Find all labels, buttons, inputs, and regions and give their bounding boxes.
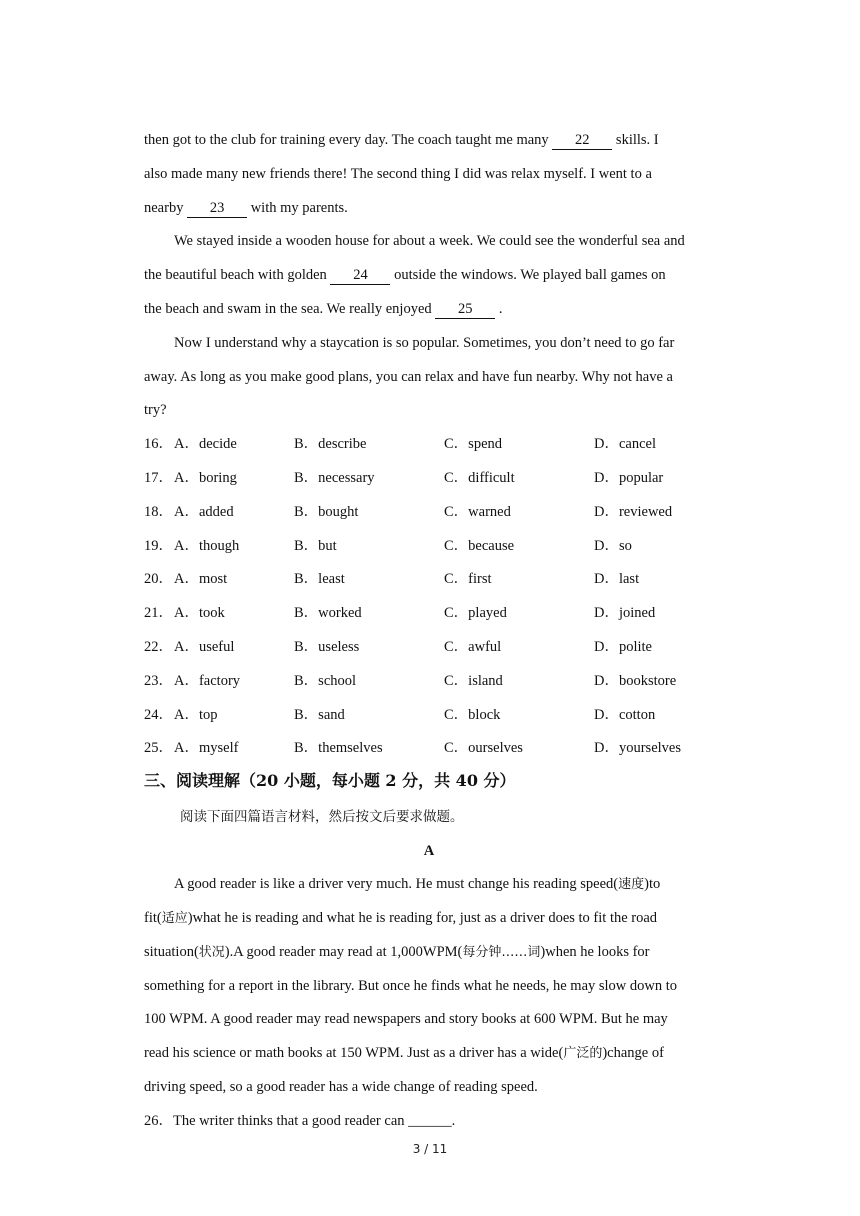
blank-24: 24 [330,266,390,285]
passage-text: )when he looks for [540,943,650,960]
option-c: C．spend [444,436,502,453]
option-b: B．themselves [294,740,383,757]
question-row [144,428,714,462]
option-d: D．cotton [594,706,656,723]
option-a: A．boring [174,469,237,486]
option-c: C．difficult [444,469,515,486]
option-a: A．added [174,503,234,520]
passage-a-line [144,902,714,936]
question-row [144,732,714,766]
option-b: B．sand [294,706,345,723]
passage-a-line [144,1037,714,1071]
passage-text: outside the windows. We played ball games on [390,267,666,284]
question-row [144,597,714,631]
question-number: 22． [144,638,173,655]
option-a: A．useful [174,638,235,655]
question-row [144,563,714,597]
question-row [144,462,714,496]
passage-text: nearby [144,199,188,216]
option-b: B．bought [294,503,359,520]
option-a: A．myself [174,740,239,757]
passage-line [144,259,714,293]
passage-text: away. As long as you make good plans, you can relax and have fun nearby. Why not have a [144,368,673,385]
passage-line [144,394,714,428]
passage-text: then got to the club for training every day. The coach taught me many [144,132,553,148]
question-number: 26． [144,1112,173,1129]
passage-line [144,225,714,259]
passage-text: situation( [144,943,199,960]
option-c: C．block [444,706,501,723]
option-c: C．awful [444,638,502,655]
passage-text: Now I understand why a staycation is so popular. Sometimes, you don’t need to go far [174,334,675,351]
passage-text: try? [144,402,167,419]
question-number: 19． [144,537,173,554]
question-number: 16． [144,436,173,453]
option-a: A．though [174,537,240,554]
passage-text: 100 WPM. A good reader may read newspapers and story books at 600 WPM. But he may [144,1011,668,1028]
option-c: C．because [444,537,515,554]
question-number: 20． [144,571,173,588]
question-row [144,530,714,564]
passage-line [144,361,714,395]
passage-text: driving speed, so a good reader has a wide change of reading speed. [144,1078,538,1095]
blank-22: 22 [552,131,612,150]
question-text: The writer thinks that a good reader can ______. [173,1112,456,1129]
blank-25: 25 [435,300,495,319]
chinese-gloss: 广泛的 [563,1046,603,1062]
option-c: C．island [444,672,503,689]
passage-text: )what he is reading and what he is reading for, just as a driver does to fit the road [187,909,658,926]
option-d: D．reviewed [594,503,673,520]
section-instruction: 阅读下面四篇语言材料，然后按文后要求做题。 [180,809,464,826]
option-c: C．warned [444,503,511,520]
passage-text: with my parents. [247,199,348,216]
passage-text: fit( [144,909,162,926]
option-b: B．worked [294,605,362,622]
passage-line [144,327,714,361]
chinese-gloss: 适应 [161,910,188,926]
section-heading: 三、阅读理解（20 小题，每小题 2 分，共 40 分） [144,771,516,791]
question-row [144,699,714,733]
question-row [144,496,714,530]
question-number: 21． [144,605,173,622]
option-d: D．joined [594,605,656,622]
option-a: A．decide [174,436,237,453]
passage-a-line [144,868,714,902]
passage-text: A good reader is like a driver very much. He must change his reading speed( [174,876,619,893]
option-b: B．school [294,672,357,689]
passage-text: We stayed inside a wooden house for about a week. We could see the wonderful sea and [174,233,685,250]
page-content [144,124,714,1139]
passage-line [144,158,714,192]
passage-a-line [144,1071,714,1105]
passage-line [144,293,714,327]
blank-23: 23 [187,199,247,218]
question-number: 17． [144,469,173,486]
option-a: A．took [174,605,225,622]
option-c: C．ourselves [444,740,523,757]
option-d: D．yourselves [594,740,681,757]
option-b: B．but [294,537,337,554]
question-number: 18． [144,503,173,520]
passage-text: also made many new friends there! The second thing I did was relax myself. I went to a [144,165,652,182]
passage-text: ).A good reader may read at 1,000WPM( [224,943,463,960]
option-a: A．most [174,571,228,588]
passage-text: the beautiful beach with golden [144,267,331,284]
passage-line [144,192,714,226]
passage-a-line [144,970,714,1004]
option-a: A．factory [174,672,241,689]
option-d: D．last [594,571,640,588]
passage-text: the beach and swam in the sea. We really enjoyed [144,300,436,317]
question-number: 24． [144,706,173,723]
option-b: B．useless [294,638,360,655]
passage-a-line [144,936,714,970]
question-row [144,665,714,699]
question-row [144,631,714,665]
option-d: D．polite [594,638,652,655]
question-26 [144,1105,714,1139]
question-list [144,428,714,766]
passage-line [144,124,714,158]
passage-text: )change of [602,1045,664,1062]
page-number: 3 / 11 [412,1142,448,1156]
passage-text: skills. I [612,132,659,148]
option-d: D．cancel [594,436,656,453]
passage-text: read his science or math books at 150 WPM. Just as a driver has a wide( [144,1045,564,1062]
passage-a-line [144,1003,714,1037]
option-b: B．necessary [294,469,375,486]
chinese-gloss: 状况 [198,944,225,960]
option-a: A．top [174,706,218,723]
passage-text: . [495,300,503,317]
passage-text: something for a report in the library. But once he finds what he needs, he may slow down to [144,977,678,994]
option-c: C．played [444,605,507,622]
option-b: B．describe [294,436,367,453]
passage-text: )to [644,876,661,893]
chinese-gloss: 速度 [618,877,645,893]
passage-title: A [423,843,435,860]
option-c: C．first [444,571,492,588]
option-d: D．bookstore [594,672,677,689]
question-number: 23． [144,672,173,689]
option-d: D．popular [594,469,664,486]
question-number: 25． [144,740,173,757]
option-d: D．so [594,537,632,554]
option-b: B．least [294,571,345,588]
chinese-gloss: 每分钟……词 [462,944,541,960]
